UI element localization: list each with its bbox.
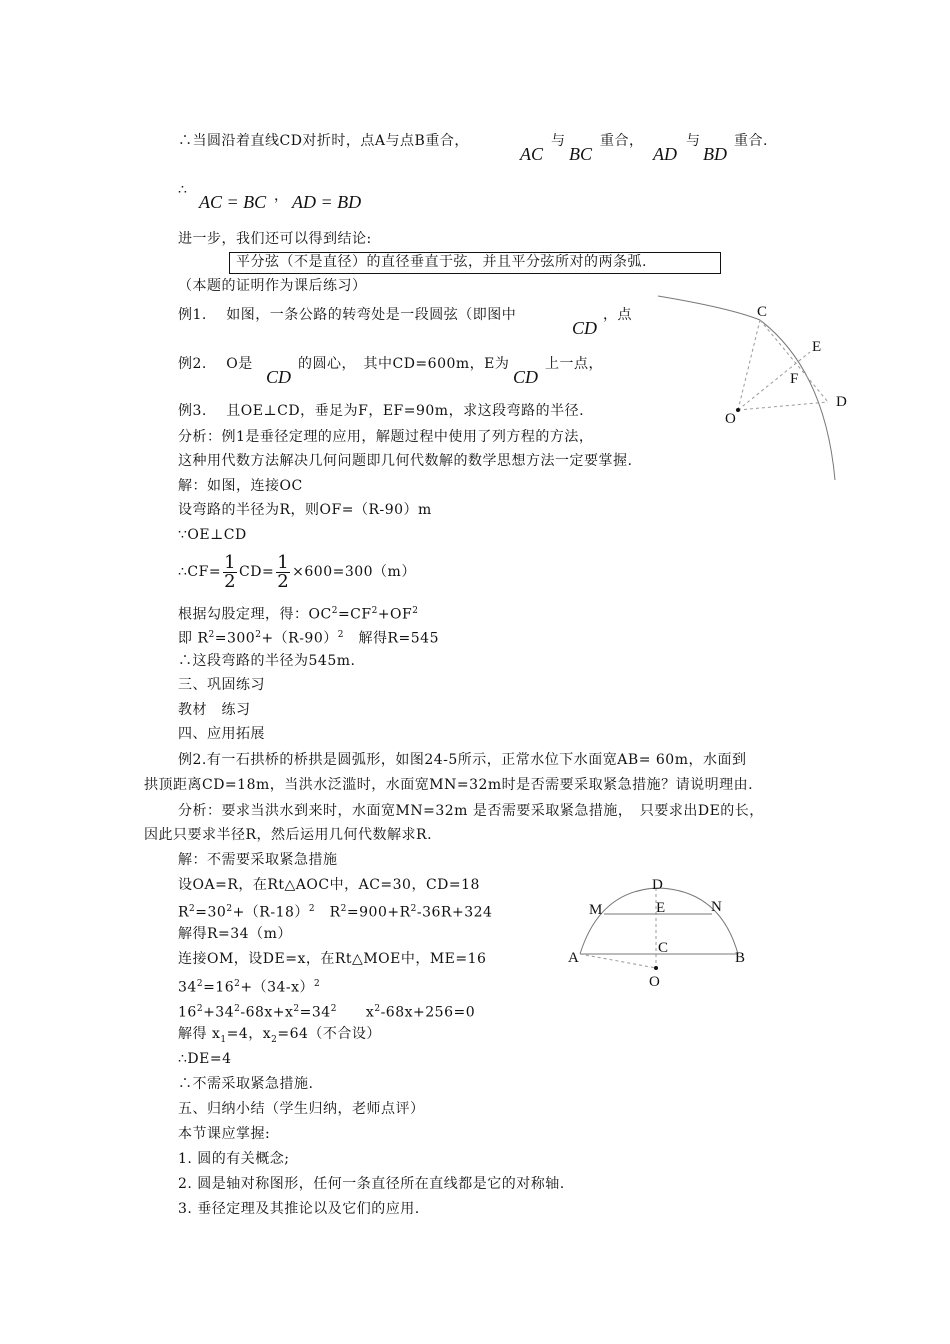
fraction-half-2 [276, 551, 290, 592]
s43-sup2: 2 [226, 904, 233, 914]
s43-c: +（R-18） [232, 904, 309, 921]
example-2-text: 例2. O是 [178, 356, 253, 372]
label-o: O [725, 411, 736, 427]
s6-sup3: 2 [337, 630, 344, 640]
s6-a: 即 R [178, 630, 209, 647]
line-1-text: ∴当圆沿着直线CD对折时，点A与点B重合， [178, 133, 469, 149]
line-ao [580, 954, 656, 968]
s6-sup1: 2 [208, 630, 215, 640]
fraction-numerator: 1 [277, 551, 290, 573]
analysis-4-line-2: 因此只要求半径R，然后运用几何代数解求R. [144, 827, 433, 843]
solution-3: ∵OE⊥CD [178, 527, 247, 543]
s43-e: =900+R [346, 904, 411, 921]
label-d2: D [652, 877, 663, 893]
arc-bc: BC [569, 144, 593, 164]
solution-4-2: 设OA=R，在Rt△AOC中，AC=30，CD=18 [178, 877, 480, 893]
s47-b: +34 [203, 1004, 235, 1021]
center-point-o [736, 408, 740, 412]
solution-7: ∴这段弯路的半径为545m. [178, 653, 356, 669]
summary-item-2: 2. 圆是轴对称图形，任何一条直径所在直线都是它的对称轴. [178, 1176, 565, 1192]
solution-5 [178, 601, 418, 625]
summary-item-1: 1. 圆的有关概念; [178, 1151, 290, 1167]
s46-c: +（34-x） [240, 979, 315, 996]
s6-d: 解得R=545 [343, 630, 439, 647]
s46-sup3: 2 [314, 979, 321, 989]
s46-b: =16 [203, 979, 235, 996]
arc-equation-1: AC = BC [199, 192, 267, 212]
example-1-text: 例1. 如图，一条公路的转弯处是一段圆弦（即图中 [178, 307, 517, 323]
s6-b: =300 [214, 630, 256, 647]
label-b: B [735, 950, 746, 966]
textbook-exercise: 教材 练习 [178, 702, 251, 718]
s43-b: =30 [195, 904, 227, 921]
s5-a: 根据勾股定理，得：OC [178, 606, 332, 623]
s43-sup1: 2 [189, 904, 196, 914]
s47-f: -68x+256=0 [380, 1004, 476, 1021]
solution-4-3 [178, 899, 492, 923]
solution-4 [178, 553, 416, 591]
line-1 [178, 131, 469, 151]
label-o2: O [649, 974, 660, 990]
label-m: M [589, 902, 603, 918]
fraction-denominator: 2 [224, 570, 237, 592]
example-2-tail: 上一点， [545, 356, 603, 372]
label-c2: C [658, 940, 669, 956]
s48-sub1: 1 [220, 1034, 227, 1045]
arc-ad: AD [653, 144, 677, 164]
s47-sup5: 2 [374, 1004, 381, 1014]
s47-sup1: 2 [196, 1004, 204, 1014]
solution-4-b: CD= [239, 564, 275, 580]
fraction-numerator: 1 [224, 551, 237, 573]
solution-4-9: ∴DE=4 [178, 1051, 232, 1067]
s43-sup3: 2 [308, 904, 316, 914]
example-2-mid: 的圆心， 其中CD=600m，E为 [298, 356, 510, 372]
s5-b: =CF [337, 606, 372, 623]
solution-4-8 [178, 1024, 381, 1050]
arc-ac: AC [520, 144, 544, 164]
s47-a: 16 [178, 1004, 197, 1021]
example-4-line-1: 例2.有一石拱桥的桥拱是圆弧形，如图24-5所示，正常水位下水面宽AB= 60m，水面到 [178, 752, 747, 768]
chord-cd [760, 320, 828, 402]
section-4-heading: 四、应用拓展 [178, 726, 265, 742]
analysis-2: 这种用代数方法解决几何问题即几何代数解的数学思想方法一定要掌握. [178, 453, 633, 469]
section-5-heading: 五、归纳小结（学生归纳，老师点评） [178, 1101, 425, 1117]
solution-1: 解：如图，连接OC [178, 478, 303, 494]
arc-bd: BD [703, 144, 727, 164]
with-1: 与 [551, 133, 566, 149]
with-2: 与 [686, 133, 701, 149]
solution-4-5: 连接OM，设DE=x，在Rt△MOE中，ME=16 [178, 951, 487, 967]
segment-oc [738, 320, 760, 410]
note-text: （本题的证明作为课后练习） [178, 278, 367, 294]
solution-4-a: ∴CF= [178, 564, 222, 580]
arc-equation-2: AD = BD [292, 192, 362, 212]
solution-4-6 [178, 974, 320, 998]
summary-item-3: 3. 垂径定理及其推论以及它们的应用. [178, 1201, 420, 1217]
s43-d: R [315, 904, 341, 921]
s48-b: =4，x [226, 1026, 272, 1042]
example-1-tail: ，点 [603, 307, 632, 323]
s6-sup2: 2 [255, 630, 262, 640]
further-text: 进一步，我们还可以得到结论: [178, 231, 372, 247]
s43-f: -36R+324 [416, 904, 493, 921]
arc-cd-2: CD [266, 367, 292, 387]
s47-sup3: 2 [293, 1004, 300, 1014]
example-3-text: 例3. 且OE⊥CD，垂足为F，EF=90m，求这段弯路的半径. [178, 403, 585, 419]
s47-sup4: 2 [330, 1004, 337, 1014]
section-3-heading: 三、巩固练习 [178, 677, 265, 693]
s48-a: 解得 x [178, 1026, 221, 1042]
should-master: 本节课应掌握: [178, 1126, 271, 1142]
solution-4-7 [178, 999, 475, 1023]
solution-2: 设弯路的半径为R，则OF=（R-90）m [178, 502, 432, 518]
example-4-line-2: 拱顶距离CD=18m，当洪水泛滥时，水面宽MN=32m时是否需要采取紧急措施？请说明理由. [144, 777, 754, 793]
segment-od [738, 402, 828, 410]
s43-a: R [178, 904, 190, 921]
segment-oe [738, 352, 810, 410]
s5-sup2: 2 [371, 606, 378, 616]
s46-sup1: 2 [196, 979, 204, 989]
solution-6 [178, 625, 439, 649]
arc-cd-3: CD [513, 367, 539, 387]
label-c: C [757, 304, 768, 320]
s5-c: +OF [377, 606, 413, 623]
analysis-1: 分析：例1是垂径定理的应用，解题过程中使用了列方程的方法， [178, 429, 594, 445]
arc-cd-1: CD [572, 318, 598, 338]
conclusion-text: 平分弦（不是直径）的直径垂直于弦，并且平分弦所对的两条弧. [236, 254, 647, 270]
solution-4-4: 解得R=34（m） [178, 926, 292, 942]
coincide-2: 重合. [734, 133, 768, 149]
road-bend-figure [650, 290, 850, 490]
coincide-1: 重合， [600, 133, 644, 149]
label-a: A [568, 950, 579, 966]
solution-4-10: ∴不需采取紧急措施. [178, 1076, 314, 1092]
label-e2: E [656, 900, 666, 916]
s48-c: =64（不合设） [277, 1026, 381, 1042]
s47-sup2: 2 [234, 1004, 241, 1014]
comma: ， [274, 188, 289, 204]
s43-sup4: 2 [340, 904, 347, 914]
s47-c: -68x+x [240, 1004, 294, 1021]
solution-4-c: ×600=300（m） [292, 564, 416, 580]
s5-sup1: 2 [331, 606, 338, 616]
fraction-half-1 [223, 551, 237, 592]
label-f: F [790, 371, 799, 387]
road-curve [658, 296, 760, 320]
s46-a: 34 [178, 979, 197, 996]
label-d: D [836, 394, 847, 410]
therefore-symbol: ∴ [178, 182, 188, 198]
s47-e: x [336, 1004, 375, 1021]
road-arc-cd [760, 320, 835, 480]
bridge-arch-figure [560, 870, 760, 995]
label-n: N [711, 899, 722, 915]
fraction-denominator: 2 [277, 570, 290, 592]
s5-sup3: 2 [412, 606, 419, 616]
s47-d: =34 [299, 1004, 331, 1021]
s43-sup5: 2 [410, 904, 417, 914]
s48-sub2: 2 [271, 1034, 278, 1045]
solution-4-1: 解：不需要采取紧急措施 [178, 852, 338, 868]
center-point-o2 [654, 966, 658, 970]
analysis-4-line-1: 分析：要求当洪水到来时，水面宽MN=32m 是否需要采取紧急措施， 只要求出DE的长， [178, 803, 764, 819]
s6-c: +（R-90） [261, 630, 338, 647]
label-e: E [812, 339, 822, 355]
s46-sup2: 2 [234, 979, 241, 989]
